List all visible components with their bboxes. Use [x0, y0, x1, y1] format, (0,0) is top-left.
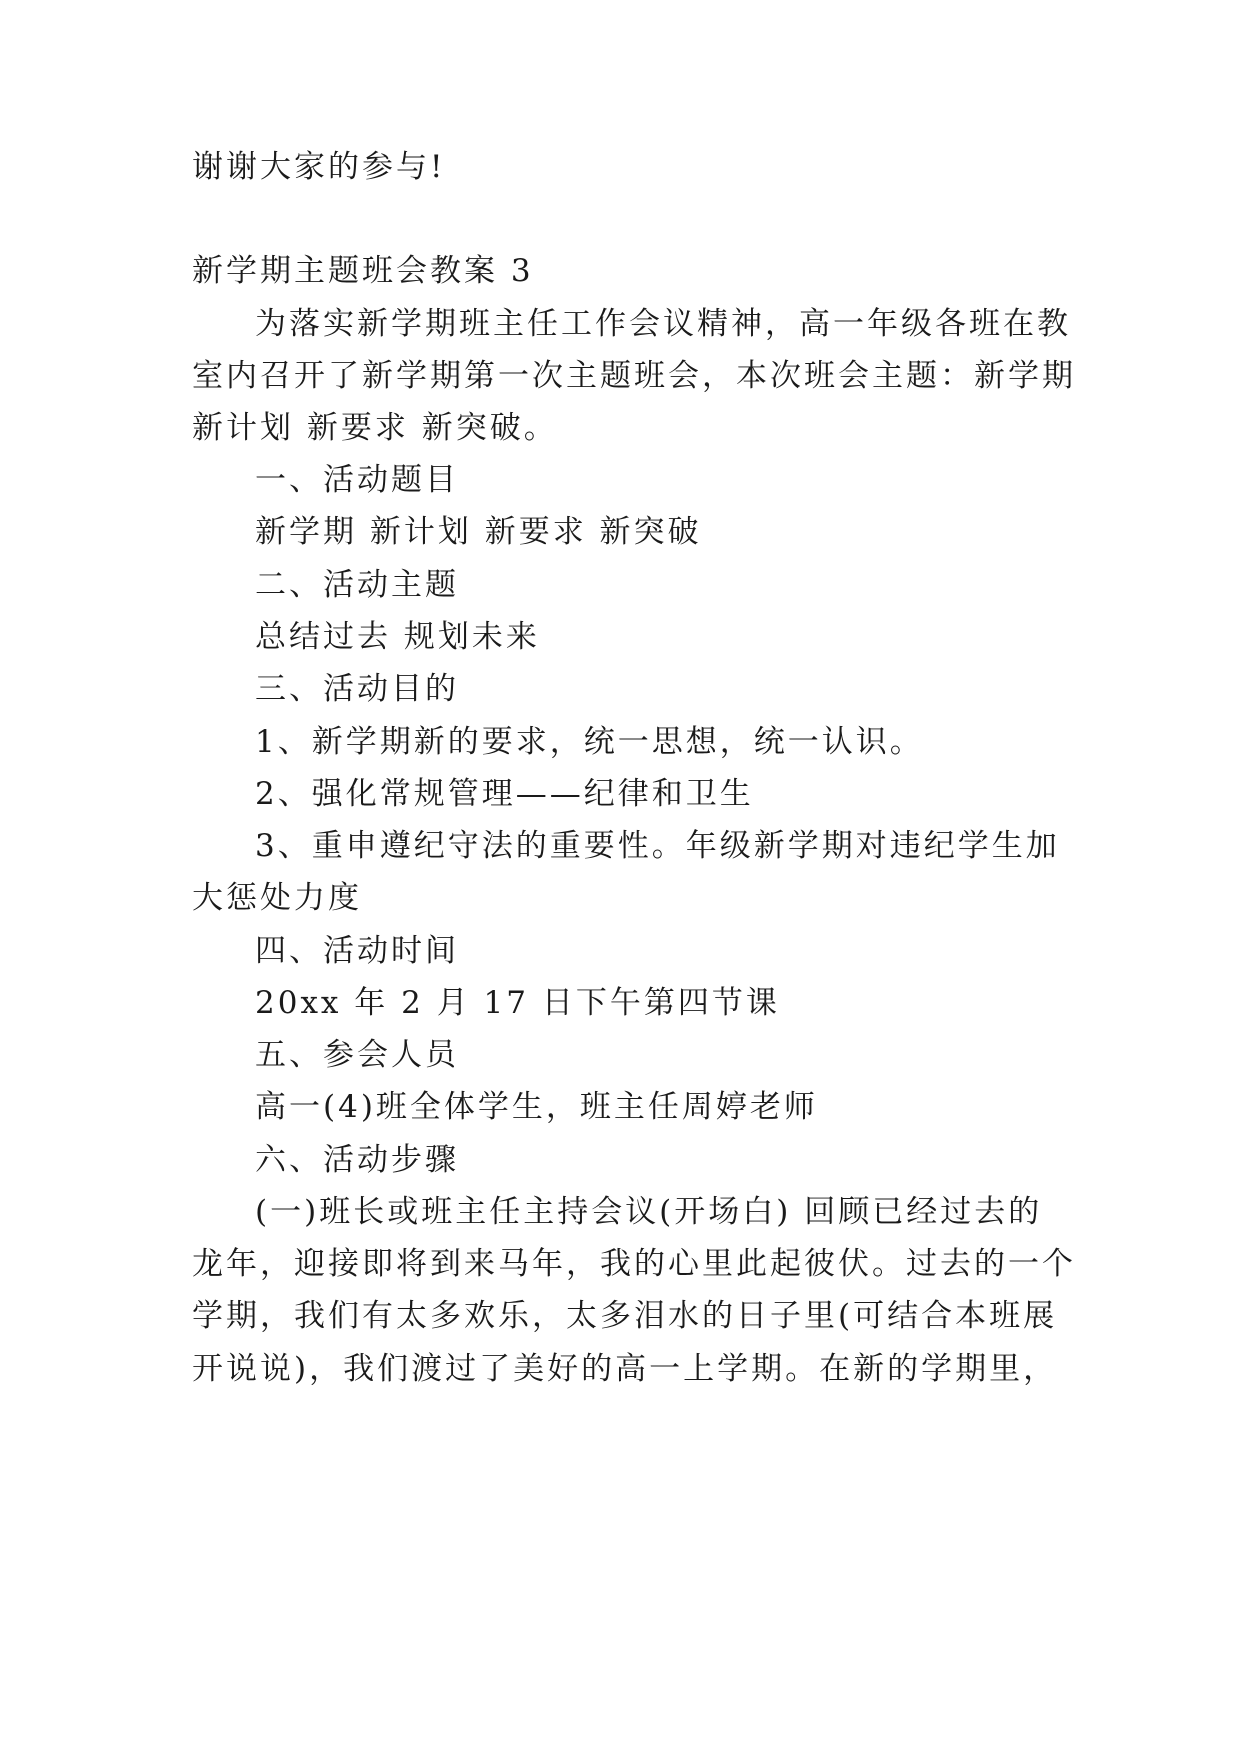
goal-item: 1、新学期新的要求，统一思想，统一认识。: [255, 724, 924, 760]
closing-text: 谢谢大家的参与!: [192, 149, 446, 185]
intro-paragraph-line: 室内召开了新学期第一次主题班会，本次班会主题：新学期: [192, 358, 1076, 394]
heading-activity-goals: 三、活动目的: [255, 671, 459, 707]
steps-paragraph-line: 学期，我们有太多欢乐，太多泪水的日子里(可结合本班展: [192, 1298, 1058, 1334]
goal-item: 3、重申遵纪守法的重要性。年级新学期对违纪学生加: [255, 828, 1060, 864]
heading-activity-title: 一、活动题目: [255, 462, 459, 498]
participants-text: 高一(4)班全体学生，班主任周婷老师: [255, 1089, 818, 1125]
activity-title-text: 新学期 新计划 新要求 新突破: [255, 514, 702, 550]
heading-activity-steps: 六、活动步骤: [255, 1142, 459, 1178]
steps-paragraph-line: (一)班长或班主任主持会议(开场白) 回顾已经过去的: [255, 1194, 1043, 1230]
intro-paragraph-line: 为落实新学期班主任工作会议精神，高一年级各班在教: [255, 306, 1071, 342]
heading-activity-theme: 二、活动主题: [255, 567, 459, 603]
steps-paragraph-line: 龙年，迎接即将到来马年，我的心里此起彼伏。过去的一个: [192, 1246, 1076, 1282]
activity-theme-text: 总结过去 规划未来: [255, 619, 540, 655]
activity-time-text: 20xx 年 2 月 17 日下午第四节课: [255, 985, 780, 1021]
goal-item: 2、强化常规管理——纪律和卫生: [255, 776, 754, 812]
goal-item-continuation: 大惩处力度: [192, 880, 362, 916]
section-title: 新学期主题班会教案 3: [192, 253, 534, 289]
heading-activity-time: 四、活动时间: [255, 933, 459, 969]
intro-paragraph-line: 新计划 新要求 新突破。: [192, 410, 558, 446]
heading-participants: 五、参会人员: [255, 1037, 459, 1073]
steps-paragraph-line: 开说说)，我们渡过了美好的高一上学期。在新的学期里，: [192, 1351, 1058, 1387]
